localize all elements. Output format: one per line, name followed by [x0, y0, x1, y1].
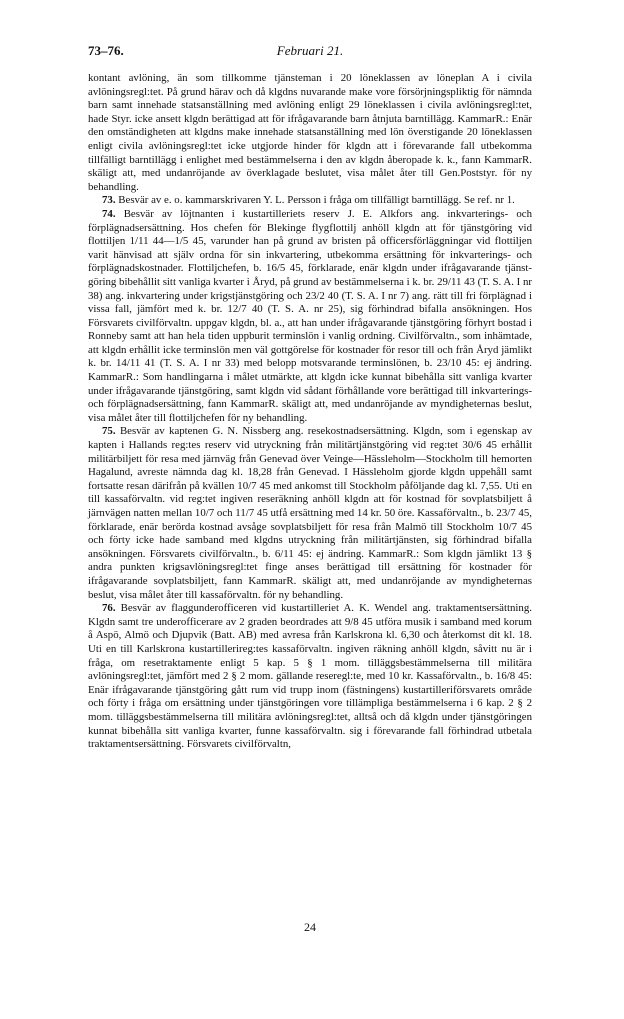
case-number: 75.	[102, 425, 116, 438]
body-text	[88, 72, 532, 752]
paragraph-text: Besvär av flaggunderofficeren vid kustartilleriet A. K. Wendel ang. traktamentsersättning. Klgdn samt tre underofficerare av 2 graden beordrades att 9/8 45 utföra musik i samband med korum å Aspö, Almö och Djupvik (Batt. AB) med avresa från Karlskrona kl. 6,30 och återkomst dit kl. 18. Uti en till Karlskrona kustartillerireg:tes kassaförvaltn. ingiven räkning anhöll klgdn, såvitt nu är i fråga, om resetraktamente enligt 5 kap. 5 § 1 mom. tilläggsbestämmelserna till militära avlöningsregl:tet, jämfört med 2 § 2 mom. gällande reseregl:te, med 10 kr. Kassaförvaltn., b. 16/8 45: Enär ifrågavarande tjänstgöring gått rum vid trupp inom (fästningens) kustartilleriförsvarets område och förty i fråga om ersättning under tjänstgöringen vore tillämpliga bestämmelserna i 6 kap. 2 § 2 mom. tilläggsbestämmelserna till militära avlöningsregl:tet, alltså och då klgdn under tjänstgöringen kunnat bibehålla sitt vanliga kvarter, funne kassaförvaltn. sig i förevarande fall förhindrad utbetala traktamentsersättning. Försvarets civilförvaltn,	[88, 602, 532, 751]
page-title-date: Februari 21.	[276, 43, 344, 58]
paragraph-case-74	[88, 208, 532, 426]
page-number: 24	[304, 920, 316, 934]
case-number: 73.	[102, 194, 116, 207]
paragraph-continuation	[88, 72, 532, 194]
paragraph-text: Besvär av löjtnanten i kustartilleriets reserv J. E. Alkfors ang. inkvarterings- och förplägnadsersättning. Hos chefen för Blekinge flygflottilj anhöll klgdn att för tjänstgöring vid flottiljen 1/11 44—1/5 45, varunder han på grund av bristen på officersförläggningar vid flottiljen varit hänvisad att själv ordna för sin inkvartering, utbekomma ersättning för inkvarterings- och förplägnadskostnader. Flottiljchefen, b. 16/5 45, förklarade, enär klgdn under ifrågavarande tjänstgöring bibehållit sitt vanliga kvarter i Åryd, på grund av bestämmelserna i k. br. 29/11 43 (T. S. A. I nr 38) ang. inkvartering under krigstjänstgöring och 23/2 40 (T. S. A. I nr 7) ang. rätt till fri förplägnad i vissa fall, jämfört med k. br. 12/7 40 (T. S. A. nr 25), sig förhindrad bifalla ansökningen. Hos Försvarets civilförvaltn. uppgav klgdn, bl. a., att han under ifrågavarande tjänstgöring förhyrt bostad i Ronneby samt att han hela tiden uppburit terminslön i vanlig ordning. Civilförvaltn., som inhämtade, att klgdn erhållit icke terminslön men väl gottgörelse för kostnader för resor till och från Åryd jämlikt k. br. 14/11 41 (T. S. A. I nr 33) med belopp motsvarande terminslönen, b. 23/10 45: ej ändring. KammarR.: Som handlingarna i målet utmärkte, att klgdn icke kunnat bibehålla sitt vanliga kvarter under ifrågavarande tjänstgöring, samt klgdn vid sådant förhållande vore berättigad till inkvarterings- och förplägnadsersättning, fann KammarR. skäligt att, med undanröjande av myndigheternas beslut, visa målet åter till flottiljchefen för ny behandling.	[88, 207, 533, 424]
paragraph-text: Besvär av kaptenen G. N. Nissberg ang. resekostnadsersättning. Klgdn, som i egenskap av kapten i Hallands reg:tes reserv vid utryckning från militärtjänstgöring vid reg:tet 30/6 45 erhållit militärbiljett för resa med järnväg från Genevad över Veinge—Hässleholm—Stockholm till hemorten Hagalund, avreste nämnda dag kl. 18,28 från Genevad. I Hässleholm gjorde klgdn uppehåll samt fortsatte resan därifrån på kvällen 10/7 45 med ankomst till Stockholm påföljande dag kl. 7,55. Uti en till kassaförvaltn. vid reg:tet ingiven reseräkning anhöll klgdn att för kostnad för sovplatsbiljett å järnvägen natten mellan 10/7 och 11/7 45 utfå ersättning med 14 kr. 50 öre. Kassaförvaltn., b. 23/7 45, förklarade, enär berörda kostnad avsåge sovplatsbiljett för resa från Malmö till Stockholm 10/7 45 och förty icke hade samband med klgdns utryckning från militärtjänsten, sig förhindrad bifalla ansökningen. Försvarets civilförvaltn., b. 6/11 45: ej ändring. KammarR.: Som klgdn jämlikt 13 § andra punkten krigsavlöningsregl:tet finge anses berättigad till ersättning för kostnader för ifrågavarande sovplatsbiljett, fann KammarR. skäligt att, med undanröjande av myndigheternas beslut, visa målet åter till kassaförvaltn. för ny behandling.	[88, 425, 532, 601]
case-number: 76.	[102, 602, 116, 615]
paragraph-text: Besvär av e. o. kammarskrivaren Y. L. Persson i fråga om tillfälligt barntillägg. Se ref. nr 1.	[118, 194, 515, 207]
paragraph-text: kontant avlöning, än som tillkomme tjänsteman i 20 löneklassen av löneplan A i civila avlöningsregl:tet. På grund härav och då klgdns nuvarande make vore försörjningspliktig för nämnda barn samt innehade statsanställning med avlöning enligt 29 löneklassen i civila avlöningsregl:tet, hade Styr. icke ansett klgdn berättigad att för ifrågavarande barn åtnjuta barntillägg. KammarR.: Enär den omständigheten att klgdns make innehade statsanställning med lön överstigande 20 löneklassen enligt civila avlöningsregl:tet icke utgjorde hinder för klgdn att i förevarande fall utbekomma tillfälligt barntillägg i enlighet med bestämmelserna i den av klgdn åberopade k. k., fann KammarR. skäligt att, med undanröjande av överklagade beslutet, visa målet åter till Gen.Poststyr. för ny behandling.	[88, 72, 532, 193]
case-number-range: 73–76.	[88, 43, 124, 58]
page-header	[88, 43, 532, 63]
paragraph-case-75	[88, 425, 532, 602]
paragraph-case-76	[88, 602, 532, 752]
case-number: 74.	[102, 207, 116, 220]
paragraph-case-73	[88, 194, 532, 208]
